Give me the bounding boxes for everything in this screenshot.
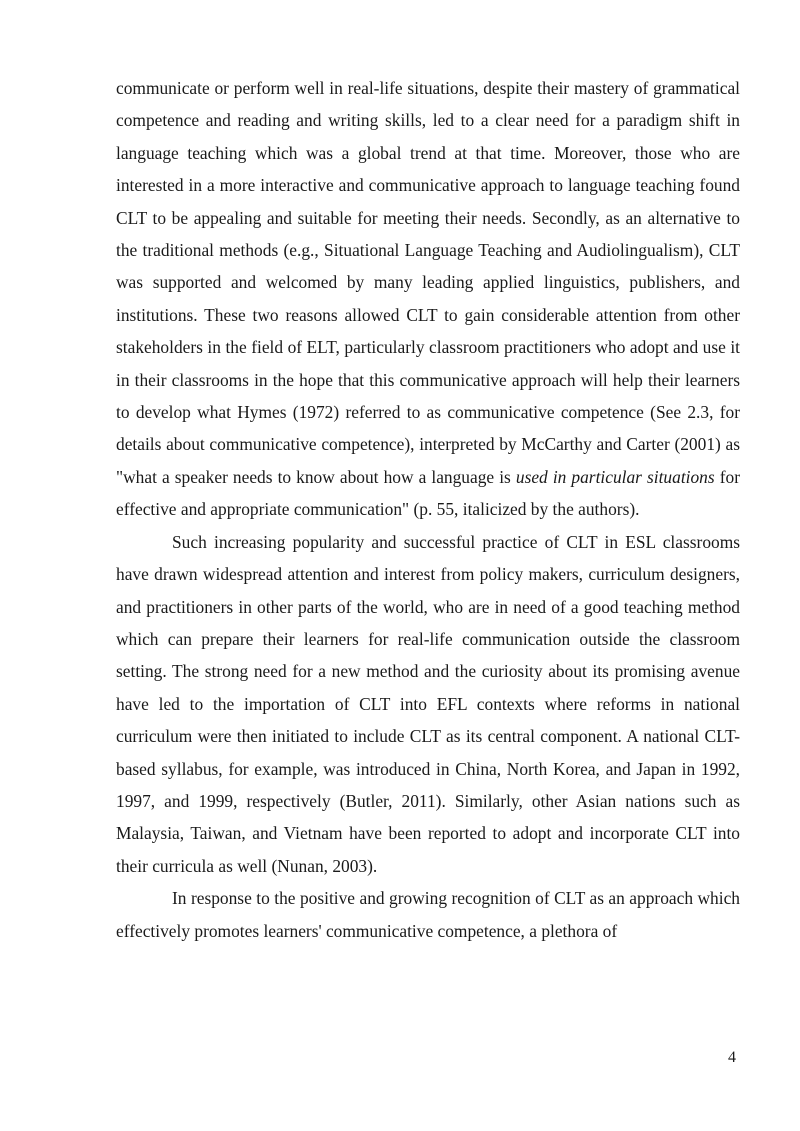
paragraph-3: In response to the positive and growing recognition of CLT as an approach which effectively promotes learners' communicative competence, a plethora of [116, 888, 740, 941]
paragraph-1 [116, 72, 740, 526]
page-number: 4 [728, 1049, 736, 1066]
page-body [116, 72, 740, 947]
paragraph-2: Such increasing popularity and successful practice of CLT in ESL classrooms have drawn widespread attention and interest from policy makers, curriculum designers, and practitioners in other parts of the world, who are in need of a good teaching method which can prepare their learners for real-life communication outside the classroom setting. The strong need for a new method and the curiosity about its promising avenue have led to the importation of CLT into EFL contexts where reforms in national curriculum were then initiated to include CLT as its central component. A national CLT-based syllabus, for example, was introduced in China, North Korea, and Japan in 1992, 1997, and 1999, respectively (Butler, 2011). Similarly, other Asian nations such as Malaysia, Taiwan, and Vietnam have been reported to adopt and incorporate CLT into their curricula as well (Nunan, 2003). [116, 531, 740, 876]
paragraph-1-italic-text: used in particular situations [515, 466, 715, 487]
paragraph-1-text-end: for effective and appropriate communication" (p. 55, italicized by the authors). [116, 466, 740, 520]
paragraph-1-text: communicate or perform well in real-life situations, despite their mastery of grammatical competence and reading and writing skills, led to a clear need for a paradigm shift in language teaching which was a global trend at that time. Moreover, those who are interested in a more interactive and communicative approach to language teaching found CLT to be appealing and suitable for meeting their needs. Secondly, as an alternative to the traditional methods (e.g., Situational Language Teaching and Audiolingualism), CLT was supported and welcomed by many leading applied linguistics, publishers, and institutions. These two reasons allowed CLT to gain considerable attention from other stakeholders in the field of ELT, particularly classroom practitioners who adopt and use it in their classrooms in the hope that this communicative approach will help their learners to develop what Hymes (1972) referred to as communicative competence (See 2.3, for details about communicative competence), interpreted by McCarthy and Carter (2001) as "what a speaker needs to know about how a language is [116, 78, 740, 487]
